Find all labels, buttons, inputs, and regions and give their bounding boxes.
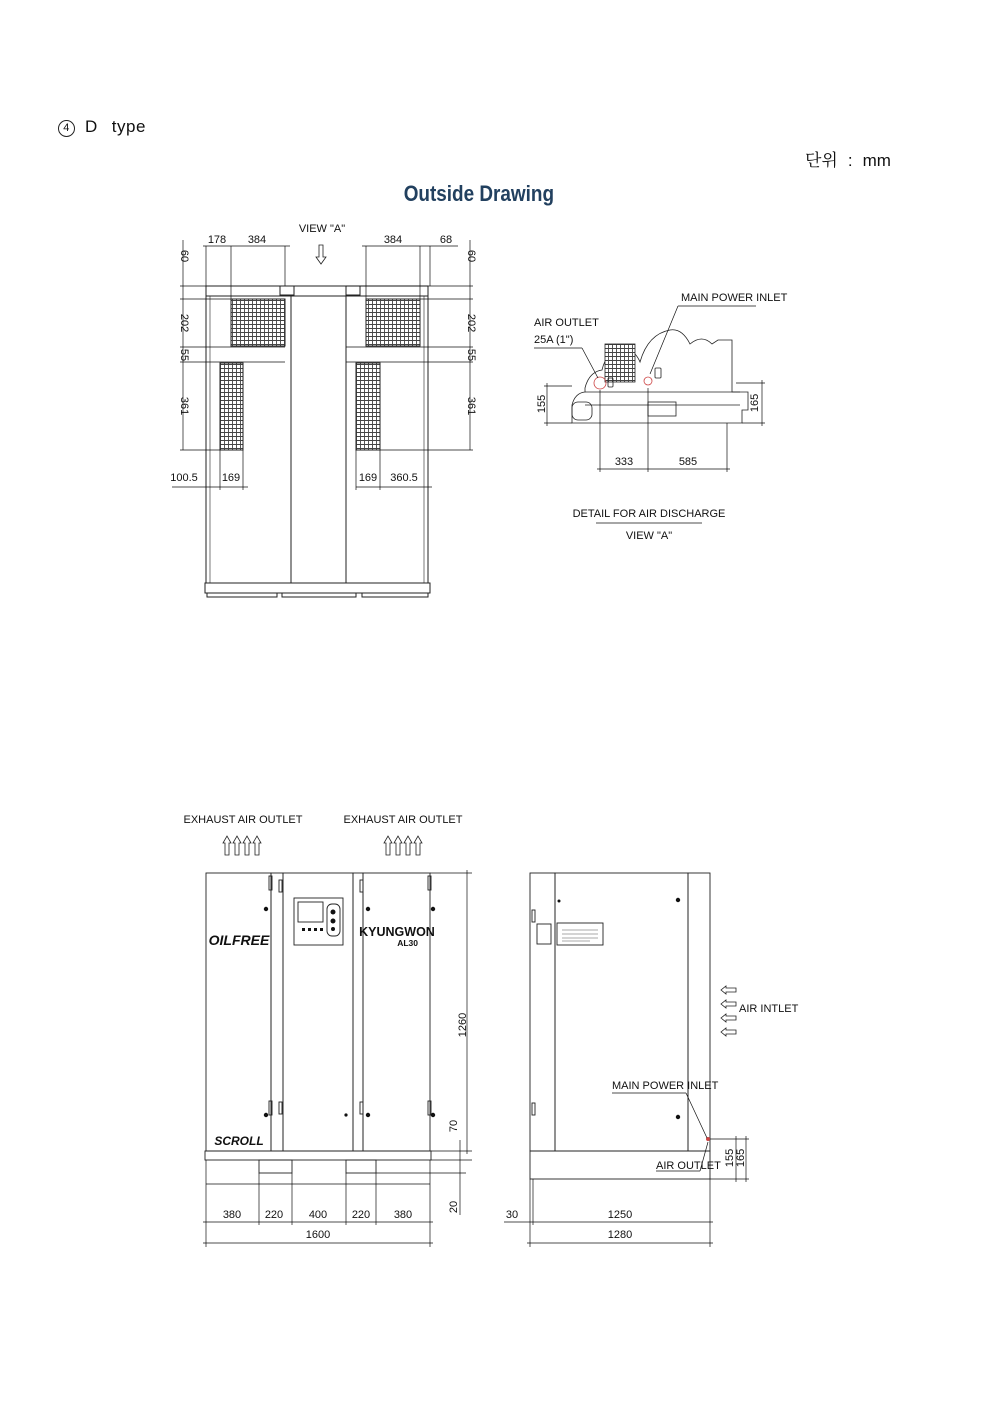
up-arrow-icon	[253, 836, 261, 855]
front-dim-bottom-1: 380	[222, 1209, 242, 1221]
left-arrow-icon	[721, 1028, 736, 1036]
front-dim-bottom-4: 220	[351, 1209, 371, 1221]
view-a-dim-right: 165	[749, 393, 761, 413]
top-view	[205, 286, 430, 597]
side-dim-right-2: 165	[735, 1148, 747, 1168]
grille-side-right	[356, 363, 380, 450]
dim-top-3: 384	[383, 234, 403, 246]
dim-left-2: 202	[178, 313, 190, 333]
unit-value: mm	[862, 151, 891, 170]
grille-side-left	[220, 363, 243, 450]
side-air-intlet-label: AIR INTLET	[739, 1003, 799, 1015]
dim-mid-left-2: 169	[221, 472, 241, 484]
view-a-air-outlet-size: 25A (1")	[534, 334, 574, 346]
grille-top-right	[366, 299, 420, 346]
unit-word: 단위	[805, 151, 838, 170]
side-air-outlet-label: AIR OUTLET	[656, 1160, 721, 1172]
view-a-arrow-icon	[316, 245, 326, 264]
exhaust-left-label: EXHAUST AIR OUTLET	[183, 814, 303, 826]
brand-right: KYUNGWON	[359, 925, 435, 939]
model-label: AL30	[397, 938, 418, 948]
dim-mid-right-1: 169	[358, 472, 378, 484]
front-dim-bottom-3: 400	[308, 1209, 328, 1221]
front-dim-base: 70	[448, 1119, 460, 1133]
view-a-main-power-inlet-label: MAIN POWER INLET	[681, 292, 788, 304]
left-arrow-icon	[721, 1000, 736, 1008]
section-number: 4	[58, 120, 75, 137]
brand-left: OILFREE	[208, 932, 270, 948]
view-a-caption-top: DETAIL FOR AIR DISCHARGE	[572, 508, 726, 520]
page-title: Outside Drawing	[403, 181, 555, 206]
view-a-caption-bottom: VIEW "A"	[625, 530, 673, 542]
section-word: type	[111, 117, 146, 136]
view-a-dim-left: 155	[536, 394, 548, 414]
view-a-dim-bottom-2: 585	[678, 456, 698, 468]
dim-right-3: 55	[465, 348, 477, 362]
view-a-detail	[572, 330, 748, 423]
dim-left-1: 60	[178, 249, 190, 263]
view-a-label: VIEW "A"	[298, 223, 346, 235]
side-dim-bottom-1: 30	[505, 1209, 519, 1221]
section-letter: D	[85, 117, 98, 136]
up-arrow-icon	[414, 836, 422, 855]
grille-top-left	[231, 299, 285, 346]
dim-left-4: 361	[178, 396, 190, 416]
front-dim-height: 1260	[457, 1012, 469, 1038]
exhaust-right-label: EXHAUST AIR OUTLET	[343, 814, 463, 826]
exhaust-arrows	[223, 836, 422, 855]
front-dim-total: 1600	[305, 1229, 331, 1241]
up-arrow-icon	[394, 836, 402, 855]
side-main-power-inlet-label: MAIN POWER INLET	[612, 1080, 719, 1092]
up-arrow-icon	[384, 836, 392, 855]
side-dim-total: 1280	[607, 1229, 633, 1241]
dim-right-2: 202	[465, 313, 477, 333]
dim-right-4: 361	[465, 396, 477, 416]
front-dim-bottom-5: 380	[393, 1209, 413, 1221]
scroll-logo: SCROLL	[214, 1134, 264, 1148]
dim-mid-left-1: 100.5	[170, 472, 198, 484]
up-arrow-icon	[233, 836, 241, 855]
view-a-dim-bottom-1: 333	[614, 456, 634, 468]
unit-colon: :	[847, 151, 853, 170]
view-a-air-outlet-label: AIR OUTLET	[534, 317, 599, 329]
dim-top-4: 68	[439, 234, 453, 246]
up-arrow-icon	[404, 836, 412, 855]
up-arrow-icon	[223, 836, 231, 855]
side-view	[530, 873, 710, 1179]
air-intlet-arrows	[721, 986, 736, 1036]
side-dim-right-1: 155	[724, 1148, 736, 1168]
dim-right-1: 60	[465, 249, 477, 263]
front-view	[205, 873, 431, 1173]
dim-top-2: 384	[247, 234, 267, 246]
up-arrow-icon	[243, 836, 251, 855]
front-dim-bottom-2: 220	[264, 1209, 284, 1221]
dim-top-1: 178	[207, 234, 227, 246]
dim-left-3: 55	[178, 348, 190, 362]
front-dim-foot: 20	[448, 1200, 460, 1214]
side-dim-bottom-2: 1250	[607, 1209, 633, 1221]
left-arrow-icon	[721, 1014, 736, 1022]
dim-mid-right-2: 360.5	[390, 472, 418, 484]
left-arrow-icon	[721, 986, 736, 994]
